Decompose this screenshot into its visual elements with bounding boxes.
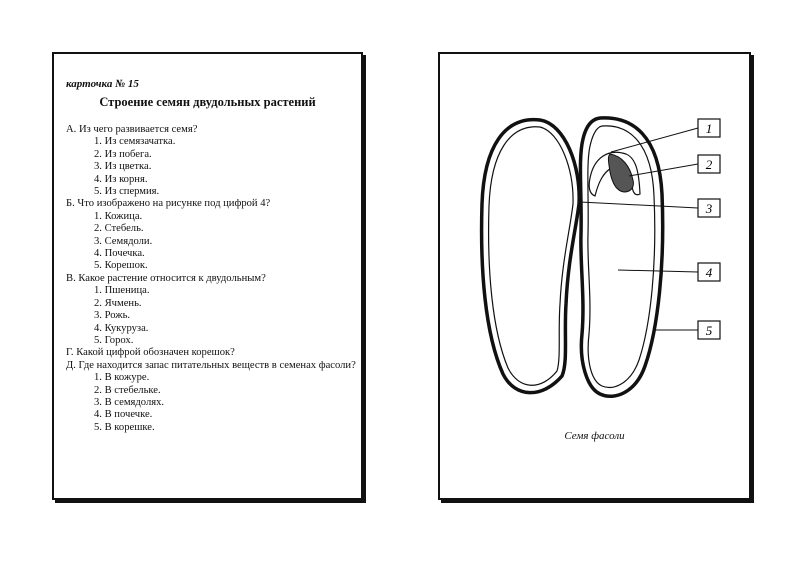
question-text: Г. Какой цифрой обозначен корешок? — [66, 347, 235, 359]
cotyledon-left — [489, 127, 573, 386]
answer-option: 5. Горох. — [94, 334, 134, 346]
plumule-icon — [608, 154, 633, 192]
question-text: А. Из чего развивается семя? — [66, 124, 198, 135]
label-1: 1 — [705, 121, 713, 136]
answer-option: 5. В корешке. — [94, 421, 155, 433]
answer-option: 3. Рожь. — [94, 310, 131, 322]
answer-option: 4. Кукуруза. — [94, 322, 149, 334]
answer-option: 1. В кожуре. — [94, 372, 150, 384]
card-title: Строение семян двудольных растений — [99, 95, 316, 109]
figure-card — [438, 52, 751, 500]
answer-option: 1. Из семязачатка. — [94, 136, 176, 148]
figure-caption: Семя фасоли — [564, 430, 625, 442]
question-text: Б. Что изображено на рисунке под цифрой 4? — [66, 198, 271, 210]
label-4: 4 — [705, 265, 713, 280]
question-list — [66, 124, 356, 434]
answer-option: 4. В почечке. — [94, 409, 153, 421]
answer-option: 4. Из корня. — [94, 173, 148, 185]
answer-option: 5. Из спермия. — [94, 186, 160, 198]
question-text: В. Какое растение относится к двудольным? — [66, 272, 266, 284]
question-text: Д. Где находится запас питательных веществ в семенах фасоли? — [66, 359, 356, 371]
label-3: 3 — [705, 201, 713, 216]
answer-option: 2. Стебель. — [94, 223, 144, 235]
answer-option: 1. Пшеница. — [94, 285, 150, 297]
label-2: 2 — [705, 157, 713, 172]
answer-option: 1. Кожица. — [94, 210, 143, 222]
answer-option: 5. Корешок. — [94, 260, 148, 272]
answer-option: 2. Из побега. — [94, 148, 152, 160]
question-card — [52, 52, 363, 500]
answer-option: 3. Из цветка. — [94, 161, 152, 173]
card-number: карточка № 15 — [66, 78, 139, 90]
answer-option: 3. Семядоли. — [94, 235, 153, 247]
answer-option: 4. Почечка. — [94, 248, 145, 260]
answer-option: 2. Ячмень. — [94, 297, 142, 309]
label-5: 5 — [705, 323, 713, 338]
answer-option: 2. В стебельке. — [94, 384, 161, 396]
answer-option: 3. В семядолях. — [94, 396, 165, 408]
